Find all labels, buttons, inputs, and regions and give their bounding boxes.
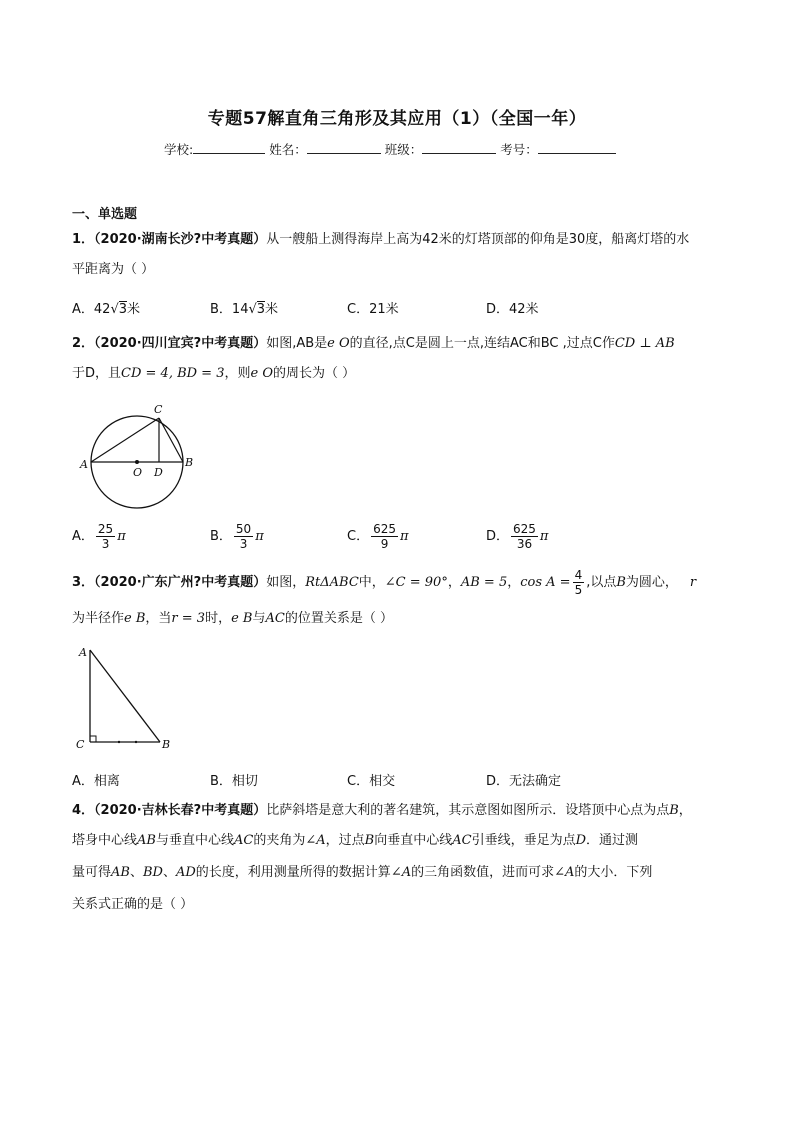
- q2-text-b: 的直径,点C是圆上一点,连结AC和BC ,过点C作: [349, 336, 615, 351]
- q2-circle-o: e O: [327, 336, 350, 351]
- q2-c-frac: [371, 522, 398, 551]
- q3-option-c[interactable]: C．相交: [347, 774, 396, 789]
- num: 50: [235, 522, 252, 536]
- q3-line1: [72, 568, 696, 597]
- q2-d-label: D．: [486, 529, 510, 544]
- right-angle-mark: [90, 736, 96, 742]
- q2-line2: [72, 364, 355, 384]
- class-blank[interactable]: [422, 141, 496, 154]
- q3-r-eq: r = 3: [171, 611, 206, 626]
- den: 3: [101, 537, 110, 551]
- q3-text-a: 如图，: [266, 575, 306, 590]
- side-ab: [90, 650, 160, 742]
- q2-option-d[interactable]: [486, 522, 548, 551]
- q2-perp: CD ⊥ AB: [614, 336, 675, 351]
- q2-b-label: B．: [210, 529, 232, 544]
- q2-circle-o-2: e O: [250, 366, 273, 381]
- q1-b-coef: 14: [231, 302, 249, 317]
- school-blank[interactable]: [193, 141, 265, 154]
- num: 625: [513, 522, 536, 536]
- q2-c-label: C．: [347, 529, 370, 544]
- q3-cos-frac: [573, 568, 585, 597]
- q1-option-c[interactable]: C．21米: [347, 302, 399, 317]
- q3-line2-e: 的位置关系是（ ）: [284, 611, 393, 626]
- q3-cos: cos A =: [520, 575, 571, 590]
- q4-line3-a: 量可得: [72, 865, 112, 880]
- q4-line3-e: 的三角函数值，进而可求: [411, 865, 555, 880]
- q1-text-line1: 从一艘船上测得海岸上高为42米的灯塔顶部的仰角是30度，船离灯塔的水: [266, 232, 690, 247]
- q1-a-rad: 3: [118, 302, 128, 317]
- q4-ac2: AC: [452, 833, 472, 848]
- q4-angle-a: ∠A: [305, 833, 326, 848]
- q4-angle-a2: ∠A: [390, 865, 412, 880]
- q2-a-label: A．: [72, 529, 94, 544]
- section-title: 一、单选题: [72, 207, 138, 222]
- label-b: B: [185, 456, 194, 469]
- den: 36: [516, 537, 533, 551]
- school-label: 学校:: [164, 142, 194, 157]
- sqrt-symbol: √: [110, 302, 119, 317]
- q2-option-c[interactable]: [347, 522, 409, 551]
- q2-line2-b: ，则: [224, 366, 251, 381]
- q4-line1-a: 比萨斜塔是意大利的著名建筑，其示意图如图所示．设塔顶中心点为点: [266, 803, 670, 818]
- q4-b1: B: [669, 803, 679, 818]
- q3-triangle-figure: [74, 640, 184, 754]
- label-c: C: [76, 738, 85, 751]
- label-o: O: [133, 466, 143, 479]
- q4-line2-b: 与垂直中心线: [155, 833, 234, 848]
- q3-line2-b: ，当: [145, 611, 172, 626]
- q4-line3-d: 的长度，利用测量所得的数据计算: [195, 865, 391, 880]
- q3-tri: RtΔABC: [305, 575, 359, 590]
- q1-b-unit: 米: [265, 302, 279, 317]
- label-d: D: [154, 466, 163, 479]
- q4-source: 4．（2020·吉林长春?中考真题）: [72, 803, 267, 818]
- q3-ac: AC: [265, 611, 285, 626]
- den: 5: [574, 583, 583, 597]
- q4-line2-g: ．通过测: [586, 833, 639, 848]
- q2-source: 2．（2020·四川宜宾?中考真题）: [72, 336, 267, 351]
- q3-text-b: 中，: [358, 575, 385, 590]
- student-info-line: [164, 140, 616, 158]
- q3-line2-c: 时，: [205, 611, 232, 626]
- q3-source: 3．（2020·广东广州?中考真题）: [72, 575, 267, 590]
- q2-text-a: 如图,AB是: [266, 336, 328, 351]
- q1-b-label: B．: [210, 302, 232, 317]
- q1-option-d[interactable]: D．42米: [486, 302, 539, 317]
- q4-line3-f: 的大小．下列: [574, 865, 653, 880]
- q1-option-a[interactable]: [72, 298, 140, 317]
- q4-ab2: AB: [111, 865, 130, 880]
- pi: π: [117, 529, 126, 544]
- class-label: 班级：: [384, 142, 423, 157]
- q3-b-var: B: [616, 575, 626, 590]
- q2-option-a[interactable]: [72, 522, 126, 551]
- q2-b-frac: [234, 522, 253, 551]
- name-label: 姓名：: [269, 142, 307, 157]
- num: 25: [97, 522, 114, 536]
- q2-line2-a: 于D，且: [72, 366, 122, 381]
- q3-line2-d: 与: [252, 611, 266, 626]
- q4-line4: 关系式正确的是（ ）: [72, 897, 194, 912]
- den: 9: [380, 537, 389, 551]
- num: 4: [574, 568, 583, 582]
- q1-option-b[interactable]: [210, 298, 278, 317]
- q4-line2-d: ，过点: [325, 833, 365, 848]
- q4-line3-b: 、: [129, 865, 143, 880]
- page-title: 专题57解直角三角形及其应用（1）（全国一年）: [207, 109, 587, 129]
- q3-option-b[interactable]: B．相切: [210, 774, 258, 789]
- chord-bc: [159, 418, 183, 462]
- q4-line3-c: 、: [162, 865, 176, 880]
- q3-line2: [72, 609, 393, 629]
- q4-b2: B: [364, 833, 375, 848]
- name-blank[interactable]: [307, 141, 381, 154]
- q4-line1-b: ，: [678, 803, 692, 818]
- dot-1: [118, 741, 120, 743]
- q3-option-d[interactable]: D．无法确定: [486, 774, 562, 789]
- q3-angle: ∠C = 90°: [384, 575, 448, 590]
- q4-line2-a: 塔身中心线: [72, 833, 138, 848]
- q4-angle-a3: ∠A: [554, 865, 575, 880]
- q2-line2-c: 的周长为（ ）: [272, 366, 356, 381]
- num: 625: [373, 522, 396, 536]
- q4-line2-f: 引垂线，垂足为点: [471, 833, 576, 848]
- center-point: [135, 460, 139, 464]
- q3-text-e: ,以点: [586, 575, 617, 590]
- dot-2: [135, 741, 137, 743]
- q2-option-b[interactable]: [210, 522, 264, 551]
- pi: π: [539, 529, 549, 544]
- q1-a-coef: 42: [93, 302, 111, 317]
- q3-r-var: r: [689, 575, 697, 590]
- exam-no-blank[interactable]: [538, 141, 616, 154]
- q4-line3: [72, 863, 652, 883]
- q3-text-f: 为圆心，: [625, 575, 678, 590]
- exam-no-label: 考号：: [500, 142, 538, 157]
- label-b: B: [162, 738, 171, 751]
- q3-option-a[interactable]: A．相离: [72, 774, 120, 789]
- q4-ab: AB: [137, 833, 156, 848]
- q2-a-frac: [96, 522, 115, 551]
- q1-text-line2: 平距离为（ ）: [72, 262, 155, 277]
- q3-ab: AB = 5: [460, 575, 508, 590]
- sqrt-symbol: √: [248, 302, 257, 317]
- q1-b-rad: 3: [256, 302, 266, 317]
- label-c: C: [154, 403, 163, 416]
- q3-circle-b: e B: [124, 611, 146, 626]
- den: 3: [239, 537, 248, 551]
- q3-line2-a: 为半径作: [72, 611, 125, 626]
- q2-circle-figure: [78, 402, 198, 514]
- q4-ad: AD: [175, 865, 196, 880]
- q4-line2-c: 的夹角为: [253, 833, 306, 848]
- q2-d-frac: [511, 522, 538, 551]
- q4-bd: BD: [142, 865, 163, 880]
- q4-line2-e: 向垂直中心线: [374, 833, 453, 848]
- label-a: A: [80, 458, 88, 471]
- pi: π: [399, 529, 409, 544]
- q1-a-unit: 米: [127, 302, 141, 317]
- pi: π: [255, 529, 264, 544]
- q4-line1: [72, 801, 692, 821]
- q3-text-c: ，: [447, 575, 461, 590]
- q4-d: D: [575, 833, 587, 848]
- q1-a-label: A．: [72, 302, 94, 317]
- q4-line2: [72, 831, 638, 851]
- q3-circle-b2: e B: [231, 611, 253, 626]
- q2-line1: [72, 334, 675, 354]
- label-a: A: [79, 646, 87, 659]
- q2-given: CD = 4, BD = 3: [121, 366, 225, 381]
- chord-ac: [91, 418, 159, 462]
- q4-ac: AC: [233, 833, 254, 848]
- q1-line1: [72, 230, 689, 250]
- q1-source: 1．（2020·湖南长沙?中考真题）: [72, 232, 267, 247]
- q3-text-d: ，: [507, 575, 521, 590]
